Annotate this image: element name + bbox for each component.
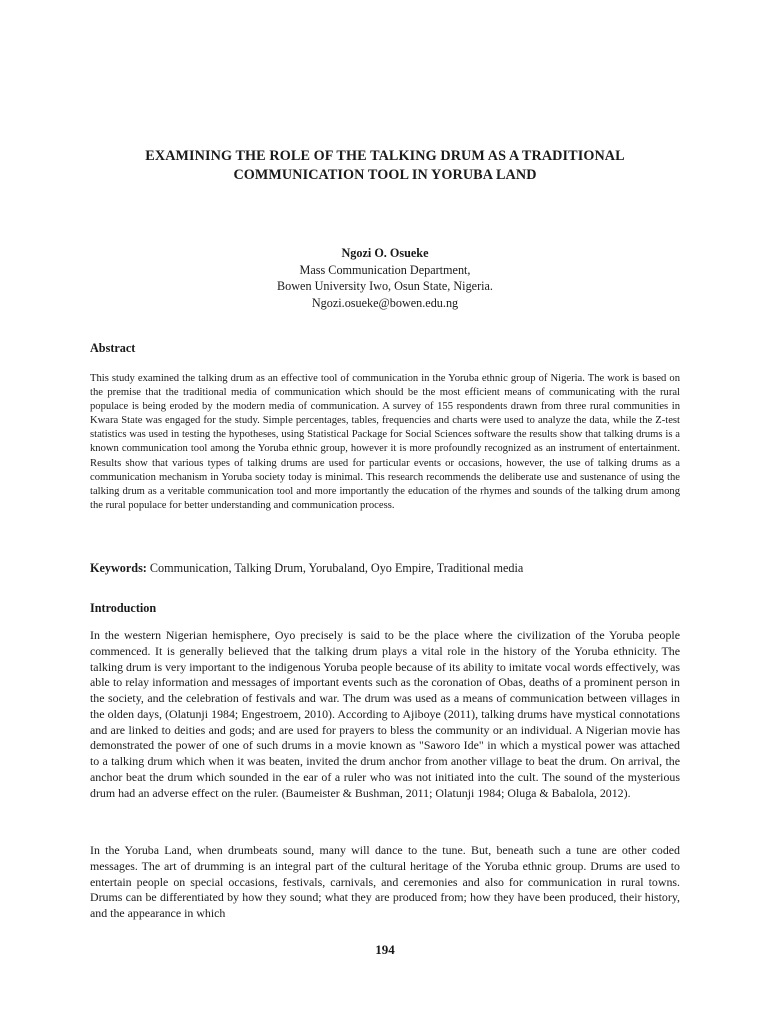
author-department: Mass Communication Department, bbox=[299, 262, 471, 277]
author-email: Ngozi.osueke@bowen.edu.ng bbox=[311, 295, 459, 310]
keywords-text: Communication, Talking Drum, Yorubaland, Oyo Empire, Traditional media bbox=[146, 561, 524, 575]
title-line-2: COMMUNICATION TOOL IN YORUBA LAND bbox=[233, 167, 537, 183]
keywords bbox=[90, 561, 680, 576]
keywords-label: Keywords: bbox=[90, 561, 147, 575]
abstract-heading: Abstract bbox=[90, 341, 136, 355]
paper-title bbox=[90, 147, 680, 185]
title-line-1: EXAMINING THE ROLE OF THE TALKING DRUM AS A TRADITIONAL bbox=[145, 148, 625, 164]
page-number: 194 bbox=[375, 942, 395, 957]
author-name: Ngozi O. Osueke bbox=[341, 246, 429, 260]
document-page bbox=[90, 0, 680, 1024]
introduction-paragraph-1: In the western Nigerian hemisphere, Oyo precisely is said to be the place where the civilization of the Yoruba people commenced. It is generally believed that the talking drum plays a vital role in the history of the Yoruba ethnicity. The talking drum is very important to the indigenous Yoruba people because of its ability to imitate vocal words effectively, was able to relay information and messages of important events such as the coronation of Obas, deaths of a prominent person in the society, and the celebration of festivals and war. The drum was used as a means of communication between villages in the olden days, (Olatunji 1984; Engestroem, 2010). According to Ajiboye (2011), talking drums have mystical connotations and are linked to deities and gods; and are used for prayers to bless the community or an individual. A Nigerian movie has demonstrated the power of one of such drums in a movie known as "Saworo Ide" in which a mystical power was attached to a talking drum which when it was beaten, invited the drum anchor from another village to beat the drum. On arrival, the anchor beat the drum which sounded in the ear of a ruler who was not initiated into the cult. The sound of the mysterious drum had an adverse effect on the ruler. (Baumeister & Bushman, 2011; Olatunji 1984; Oluga & Babalola, 2012). bbox=[90, 628, 680, 800]
abstract-text: This study examined the talking drum as an effective tool of communication in the Yoruba ethnic group of Nigeria. The work is based on the premise that the traditional media of communication which should be the most efficient means of communicating with the rural populace is being eroded by the modern media of communication. A survey of 155 respondents drawn from three rural communities in Kwara State was engaged for the study. Simple percentages, tables, frequencies and charts were used to analyze the data, while the Z-test statistics was used in testing the hypotheses, using Statistical Package for Social Sciences software the results show that talking drums is a known communication tool among the Yoruba ethnic group, however it is more profoundly recognized as an instrument of entertainment. Results show that various types of talking drums are used for particular events or occasions, however, the use of talking drums as a communication mechanism in Yoruba society today is minimal. This research recommends the deliberate use and sustenance of using the talking drum as a veritable communication tool and more importantly the education of the rhymes and sounds of the talking drum among the rural populace for better understanding and communication process. bbox=[90, 373, 680, 511]
author-institution: Bowen University Iwo, Osun State, Nigeria. bbox=[277, 279, 493, 293]
author-block bbox=[90, 245, 680, 311]
introduction-paragraph-2: In the Yoruba Land, when drumbeats sound, many will dance to the tune. But, beneath such a tune are other coded messages. The art of drumming is an integral part of the cultural heritage of the Yoruba ethnic group. Drums are used to entertain people on special occasions, festivals, carnivals, and ceremonies and also for communication in rural towns. Drums can be differentiated by how they sound; what they are produced from; how they have been produced, their history, and the appearance in which bbox=[90, 843, 680, 920]
introduction-heading: Introduction bbox=[90, 601, 157, 615]
